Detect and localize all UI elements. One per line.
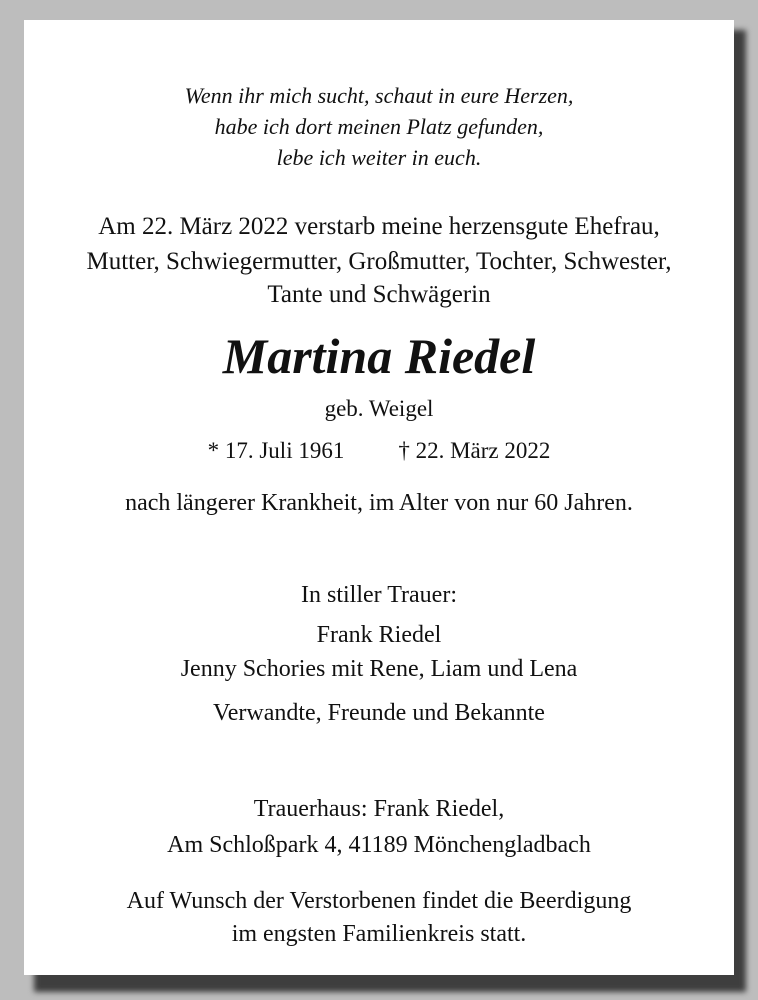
mourner-line-3: Verwandte, Freunde und Bekannte [213, 700, 545, 726]
birth-date: * 17. Juli 1961 [207, 438, 345, 463]
maiden-name: geb. Weigel [324, 396, 434, 421]
cause-line: nach längerer Krankheit, im Alter von nur 60 Jahren. [125, 490, 633, 516]
poem-line-1: Wenn ihr mich sucht, schaut in eure Herzen, [184, 83, 574, 108]
announcement-line-3: Tante und Schwägerin [267, 281, 491, 308]
house-line-2: Am Schloßpark 4, 41189 Mönchengladbach [167, 832, 591, 858]
mourners-heading: In stiller Trauer: [301, 582, 457, 608]
death-date: † 22. März 2022 [398, 438, 551, 463]
deceased-name: Martina Riedel [222, 328, 536, 384]
house-line-1: Trauerhaus: Frank Riedel, [253, 796, 505, 822]
poem-line-3: lebe ich weiter in euch. [276, 145, 482, 170]
announcement-line-2: Mutter, Schwiegermutter, Großmutter, Tochter, Schwester, [86, 248, 672, 275]
life-dates [24, 438, 734, 464]
mourner-line-1: Frank Riedel [316, 622, 442, 648]
obituary-card [24, 20, 734, 975]
announcement-line-1: Am 22. März 2022 verstarb meine herzensgute Ehefrau, [98, 213, 660, 240]
poem-line-2: habe ich dort meinen Platz gefunden, [214, 114, 544, 139]
funeral-line-1: Auf Wunsch der Verstorbenen findet die Beerdigung [126, 888, 632, 914]
mourner-line-2: Jenny Schories mit Rene, Liam und Lena [180, 656, 578, 682]
funeral-line-2: im engsten Familienkreis statt. [231, 921, 527, 947]
